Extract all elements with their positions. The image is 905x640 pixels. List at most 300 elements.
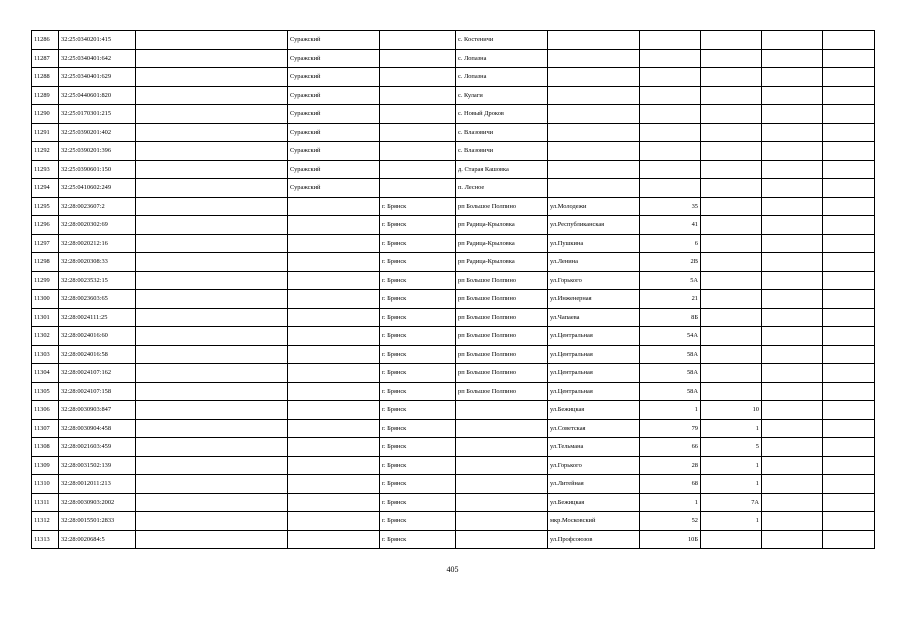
cell-locality: с. Лопазна: [456, 49, 548, 68]
cell-empty: [136, 419, 288, 438]
cell-extra: [823, 160, 875, 179]
cell-extra: [823, 401, 875, 420]
cell-locality: [456, 512, 548, 531]
cell-house: 58А: [640, 382, 701, 401]
cell-locality: с. Кулаги: [456, 86, 548, 105]
cell-district: [288, 308, 380, 327]
cell-street: [548, 31, 640, 50]
cell-row-number: 11293: [32, 160, 59, 179]
cell-row-number: 11309: [32, 456, 59, 475]
cell-city: г. Брянск: [380, 475, 456, 494]
cell-empty: [136, 456, 288, 475]
table-row: [32, 123, 875, 142]
cell-district: Суражский: [288, 105, 380, 124]
cell-street: ул.Бежицкая: [548, 401, 640, 420]
cell-locality: [456, 475, 548, 494]
cell-row-number: 11311: [32, 493, 59, 512]
cell-house: [640, 68, 701, 87]
cell-building: [701, 327, 762, 346]
cell-street: [548, 160, 640, 179]
cell-flat: [762, 179, 823, 198]
table-row: [32, 179, 875, 198]
cell-cadastral-number: 32:25:0340401:629: [59, 68, 136, 87]
cell-cadastral-number: 32:28:0024107:158: [59, 382, 136, 401]
cell-row-number: 11306: [32, 401, 59, 420]
cell-building: [701, 382, 762, 401]
cell-city: г. Брянск: [380, 234, 456, 253]
cell-building: 1: [701, 475, 762, 494]
cell-street: [548, 49, 640, 68]
cell-street: ул.Центральная: [548, 345, 640, 364]
cell-extra: [823, 493, 875, 512]
cell-district: Суражский: [288, 68, 380, 87]
cell-row-number: 11307: [32, 419, 59, 438]
cell-flat: [762, 475, 823, 494]
cell-row-number: 11304: [32, 364, 59, 383]
cell-row-number: 11288: [32, 68, 59, 87]
cell-empty: [136, 49, 288, 68]
cell-empty: [136, 512, 288, 531]
cell-locality: [456, 401, 548, 420]
cell-building: [701, 68, 762, 87]
cell-locality: с. Костеничи: [456, 31, 548, 50]
cell-street: ул.Тельмана: [548, 438, 640, 457]
cell-row-number: 11286: [32, 31, 59, 50]
cell-cadastral-number: 32:28:0023532:15: [59, 271, 136, 290]
cell-cadastral-number: 32:28:0020302:69: [59, 216, 136, 235]
cell-building: [701, 179, 762, 198]
cell-city: г. Брянск: [380, 216, 456, 235]
cell-locality: рп Радица-Крыловка: [456, 253, 548, 272]
cell-flat: [762, 438, 823, 457]
cell-extra: [823, 49, 875, 68]
table-row: [32, 142, 875, 161]
cell-extra: [823, 438, 875, 457]
cell-street: ул.Пушкина: [548, 234, 640, 253]
cell-house: 1: [640, 401, 701, 420]
cell-flat: [762, 382, 823, 401]
cell-empty: [136, 123, 288, 142]
cell-row-number: 11308: [32, 438, 59, 457]
cell-flat: [762, 530, 823, 549]
cell-flat: [762, 197, 823, 216]
cell-building: [701, 216, 762, 235]
cell-house: [640, 86, 701, 105]
cell-cadastral-number: 32:28:0015501:2833: [59, 512, 136, 531]
cell-row-number: 11312: [32, 512, 59, 531]
cell-flat: [762, 327, 823, 346]
cell-house: 1: [640, 493, 701, 512]
cell-flat: [762, 68, 823, 87]
cell-extra: [823, 382, 875, 401]
cell-row-number: 11302: [32, 327, 59, 346]
cell-extra: [823, 456, 875, 475]
cell-flat: [762, 271, 823, 290]
cell-street: [548, 86, 640, 105]
cell-cadastral-number: 32:25:0170301:215: [59, 105, 136, 124]
cell-city: г. Брянск: [380, 290, 456, 309]
cell-empty: [136, 327, 288, 346]
cell-flat: [762, 401, 823, 420]
cell-flat: [762, 86, 823, 105]
cell-building: [701, 49, 762, 68]
cell-cadastral-number: 32:28:0020684:5: [59, 530, 136, 549]
cell-extra: [823, 290, 875, 309]
cell-district: [288, 327, 380, 346]
cell-row-number: 11295: [32, 197, 59, 216]
cell-locality: рп Радица-Крыловка: [456, 234, 548, 253]
cell-building: [701, 253, 762, 272]
cell-district: [288, 364, 380, 383]
cell-flat: [762, 345, 823, 364]
table-row: [32, 105, 875, 124]
cell-locality: с. Лопазна: [456, 68, 548, 87]
cell-building: [701, 31, 762, 50]
cell-cadastral-number: 32:28:0030903:847: [59, 401, 136, 420]
cell-locality: с. Новый Дроков: [456, 105, 548, 124]
cell-row-number: 11294: [32, 179, 59, 198]
cell-building: [701, 105, 762, 124]
cell-cadastral-number: 32:25:0440601:820: [59, 86, 136, 105]
cell-city: [380, 49, 456, 68]
cell-house: 68: [640, 475, 701, 494]
cell-house: [640, 160, 701, 179]
table-row: [32, 382, 875, 401]
table-row: [32, 345, 875, 364]
cell-building: 5: [701, 438, 762, 457]
cell-extra: [823, 105, 875, 124]
cell-district: [288, 512, 380, 531]
cell-building: [701, 197, 762, 216]
cell-empty: [136, 105, 288, 124]
cell-house: [640, 179, 701, 198]
cell-flat: [762, 290, 823, 309]
cell-cadastral-number: 32:28:0023607:2: [59, 197, 136, 216]
cell-flat: [762, 105, 823, 124]
cell-city: г. Брянск: [380, 327, 456, 346]
cell-cadastral-number: 32:28:0023603:65: [59, 290, 136, 309]
cell-empty: [136, 253, 288, 272]
cell-empty: [136, 401, 288, 420]
cell-locality: рп Большое Полпино: [456, 345, 548, 364]
cell-empty: [136, 493, 288, 512]
cell-row-number: 11298: [32, 253, 59, 272]
table-row: [32, 308, 875, 327]
page-number: 405: [446, 565, 459, 574]
cell-building: [701, 123, 762, 142]
cell-empty: [136, 216, 288, 235]
cell-locality: рп Большое Полпино: [456, 290, 548, 309]
cell-empty: [136, 290, 288, 309]
cell-empty: [136, 438, 288, 457]
cell-extra: [823, 364, 875, 383]
cell-row-number: 11296: [32, 216, 59, 235]
cell-street: [548, 68, 640, 87]
cell-row-number: 11299: [32, 271, 59, 290]
cell-city: [380, 179, 456, 198]
cell-district: [288, 438, 380, 457]
cell-cadastral-number: 32:28:0030903:2002: [59, 493, 136, 512]
cell-house: 41: [640, 216, 701, 235]
table-row: [32, 86, 875, 105]
table-row: [32, 530, 875, 549]
cell-district: [288, 493, 380, 512]
cell-street: ул.Литейная: [548, 475, 640, 494]
cell-locality: с. Влазовичи: [456, 142, 548, 161]
cell-row-number: 11301: [32, 308, 59, 327]
cell-street: ул.Молодежи: [548, 197, 640, 216]
cell-house: 6: [640, 234, 701, 253]
cell-flat: [762, 308, 823, 327]
cell-extra: [823, 271, 875, 290]
cell-cadastral-number: 32:28:0024111:25: [59, 308, 136, 327]
cell-cadastral-number: 32:28:0024016:58: [59, 345, 136, 364]
cell-street: ул.Профсоюзов: [548, 530, 640, 549]
cell-flat: [762, 493, 823, 512]
cell-cadastral-number: 32:25:0390601:150: [59, 160, 136, 179]
cell-building: [701, 86, 762, 105]
cell-city: г. Брянск: [380, 271, 456, 290]
cell-city: г. Брянск: [380, 382, 456, 401]
cell-row-number: 11291: [32, 123, 59, 142]
cell-street: [548, 105, 640, 124]
cell-district: [288, 197, 380, 216]
table-row: [32, 290, 875, 309]
cell-flat: [762, 49, 823, 68]
cell-district: Суражский: [288, 49, 380, 68]
cell-city: [380, 142, 456, 161]
cell-row-number: 11289: [32, 86, 59, 105]
cell-cadastral-number: 32:28:0024016:60: [59, 327, 136, 346]
cell-house: 35: [640, 197, 701, 216]
cell-empty: [136, 179, 288, 198]
cell-locality: рп Радица-Крыловка: [456, 216, 548, 235]
cell-city: [380, 123, 456, 142]
table-row: [32, 327, 875, 346]
cell-district: [288, 382, 380, 401]
cell-cadastral-number: 32:25:0340201:415: [59, 31, 136, 50]
cell-house: [640, 105, 701, 124]
table-row: [32, 68, 875, 87]
cell-cadastral-number: 32:28:0012011:213: [59, 475, 136, 494]
cell-row-number: 11313: [32, 530, 59, 549]
cell-locality: рп Большое Полпино: [456, 308, 548, 327]
cell-district: [288, 345, 380, 364]
cell-empty: [136, 197, 288, 216]
cell-flat: [762, 512, 823, 531]
cell-empty: [136, 308, 288, 327]
cell-extra: [823, 123, 875, 142]
cell-extra: [823, 512, 875, 531]
cell-house: 28: [640, 456, 701, 475]
cell-cadastral-number: 32:25:0410602:249: [59, 179, 136, 198]
cell-extra: [823, 234, 875, 253]
table-row: [32, 419, 875, 438]
cell-empty: [136, 475, 288, 494]
cell-empty: [136, 382, 288, 401]
cell-district: [288, 401, 380, 420]
table-row: [32, 475, 875, 494]
cell-district: [288, 475, 380, 494]
cell-house: 2В: [640, 253, 701, 272]
cell-city: г. Брянск: [380, 197, 456, 216]
cell-flat: [762, 160, 823, 179]
cell-building: 7А: [701, 493, 762, 512]
cell-cadastral-number: 32:25:0340401:642: [59, 49, 136, 68]
cell-street: ул.Республиканская: [548, 216, 640, 235]
cell-street: ул.Инженерная: [548, 290, 640, 309]
cell-extra: [823, 419, 875, 438]
cell-house: 10Б: [640, 530, 701, 549]
cell-district: Суражский: [288, 179, 380, 198]
cell-locality: [456, 530, 548, 549]
cell-locality: д. Старая Кашовка: [456, 160, 548, 179]
cell-row-number: 11310: [32, 475, 59, 494]
cell-city: г. Брянск: [380, 308, 456, 327]
cell-extra: [823, 475, 875, 494]
cell-building: [701, 271, 762, 290]
cell-locality: рп Большое Полпино: [456, 327, 548, 346]
cell-locality: [456, 438, 548, 457]
cell-building: 1: [701, 419, 762, 438]
table-row: [32, 456, 875, 475]
cell-house: 5А: [640, 271, 701, 290]
cell-building: 10: [701, 401, 762, 420]
table-row: [32, 49, 875, 68]
table-row: [32, 364, 875, 383]
cell-street: мкр.Московский: [548, 512, 640, 531]
cell-street: [548, 123, 640, 142]
cell-extra: [823, 86, 875, 105]
table-row: [32, 197, 875, 216]
cell-locality: рп Большое Полпино: [456, 382, 548, 401]
cell-city: [380, 160, 456, 179]
cell-extra: [823, 253, 875, 272]
cell-locality: п. Лесное: [456, 179, 548, 198]
cell-locality: рп Большое Полпино: [456, 197, 548, 216]
cell-street: [548, 142, 640, 161]
cell-flat: [762, 419, 823, 438]
cell-empty: [136, 86, 288, 105]
cell-row-number: 11300: [32, 290, 59, 309]
cell-house: 8Б: [640, 308, 701, 327]
table-row: [32, 31, 875, 50]
cell-flat: [762, 142, 823, 161]
cell-street: ул.Бежицкая: [548, 493, 640, 512]
registry-table: [31, 30, 875, 549]
cell-city: г. Брянск: [380, 419, 456, 438]
cell-extra: [823, 327, 875, 346]
table-row: [32, 216, 875, 235]
cell-building: 1: [701, 512, 762, 531]
table-row: [32, 271, 875, 290]
cell-district: [288, 271, 380, 290]
cell-street: ул.Горького: [548, 456, 640, 475]
cell-empty: [136, 31, 288, 50]
cell-extra: [823, 31, 875, 50]
cell-flat: [762, 456, 823, 475]
cell-city: г. Брянск: [380, 438, 456, 457]
cell-building: [701, 290, 762, 309]
table-row: [32, 512, 875, 531]
cell-street: ул.Чапаева: [548, 308, 640, 327]
cell-house: 52: [640, 512, 701, 531]
cell-extra: [823, 68, 875, 87]
cell-extra: [823, 142, 875, 161]
cell-street: ул.Советская: [548, 419, 640, 438]
cell-empty: [136, 345, 288, 364]
cell-house: 66: [640, 438, 701, 457]
cell-street: ул.Горького: [548, 271, 640, 290]
cell-row-number: 11305: [32, 382, 59, 401]
cell-flat: [762, 31, 823, 50]
cell-house: [640, 123, 701, 142]
cell-district: [288, 456, 380, 475]
cell-empty: [136, 530, 288, 549]
cell-house: 58А: [640, 345, 701, 364]
cell-flat: [762, 253, 823, 272]
cell-house: 79: [640, 419, 701, 438]
cell-building: [701, 142, 762, 161]
cell-district: [288, 530, 380, 549]
cell-cadastral-number: 32:28:0021603:459: [59, 438, 136, 457]
cell-district: Суражский: [288, 160, 380, 179]
cell-house: [640, 49, 701, 68]
cell-city: г. Брянск: [380, 530, 456, 549]
cell-cadastral-number: 32:28:0024107:162: [59, 364, 136, 383]
cell-house: [640, 31, 701, 50]
cell-city: г. Брянск: [380, 493, 456, 512]
cell-city: г. Брянск: [380, 364, 456, 383]
cell-flat: [762, 234, 823, 253]
cell-locality: с. Влазовичи: [456, 123, 548, 142]
cell-city: [380, 68, 456, 87]
cell-building: [701, 530, 762, 549]
cell-row-number: 11287: [32, 49, 59, 68]
cell-street: [548, 179, 640, 198]
cell-building: [701, 345, 762, 364]
cell-row-number: 11303: [32, 345, 59, 364]
cell-building: 1: [701, 456, 762, 475]
cell-extra: [823, 216, 875, 235]
cell-district: [288, 234, 380, 253]
cell-extra: [823, 345, 875, 364]
cell-district: [288, 419, 380, 438]
cell-house: 21: [640, 290, 701, 309]
cell-extra: [823, 179, 875, 198]
cell-row-number: 11290: [32, 105, 59, 124]
cell-city: г. Брянск: [380, 401, 456, 420]
cell-empty: [136, 160, 288, 179]
table-body: [32, 31, 875, 549]
cell-house: 58А: [640, 364, 701, 383]
table-row: [32, 401, 875, 420]
cell-building: [701, 364, 762, 383]
cell-city: [380, 31, 456, 50]
cell-city: г. Брянск: [380, 456, 456, 475]
cell-city: г. Брянск: [380, 512, 456, 531]
cell-cadastral-number: 32:28:0030904:458: [59, 419, 136, 438]
cell-building: [701, 234, 762, 253]
cell-cadastral-number: 32:28:0020308:33: [59, 253, 136, 272]
table-row: [32, 438, 875, 457]
cell-extra: [823, 197, 875, 216]
cell-district: [288, 290, 380, 309]
cell-flat: [762, 216, 823, 235]
cell-building: [701, 160, 762, 179]
cell-street: ул.Центральная: [548, 327, 640, 346]
cell-empty: [136, 271, 288, 290]
